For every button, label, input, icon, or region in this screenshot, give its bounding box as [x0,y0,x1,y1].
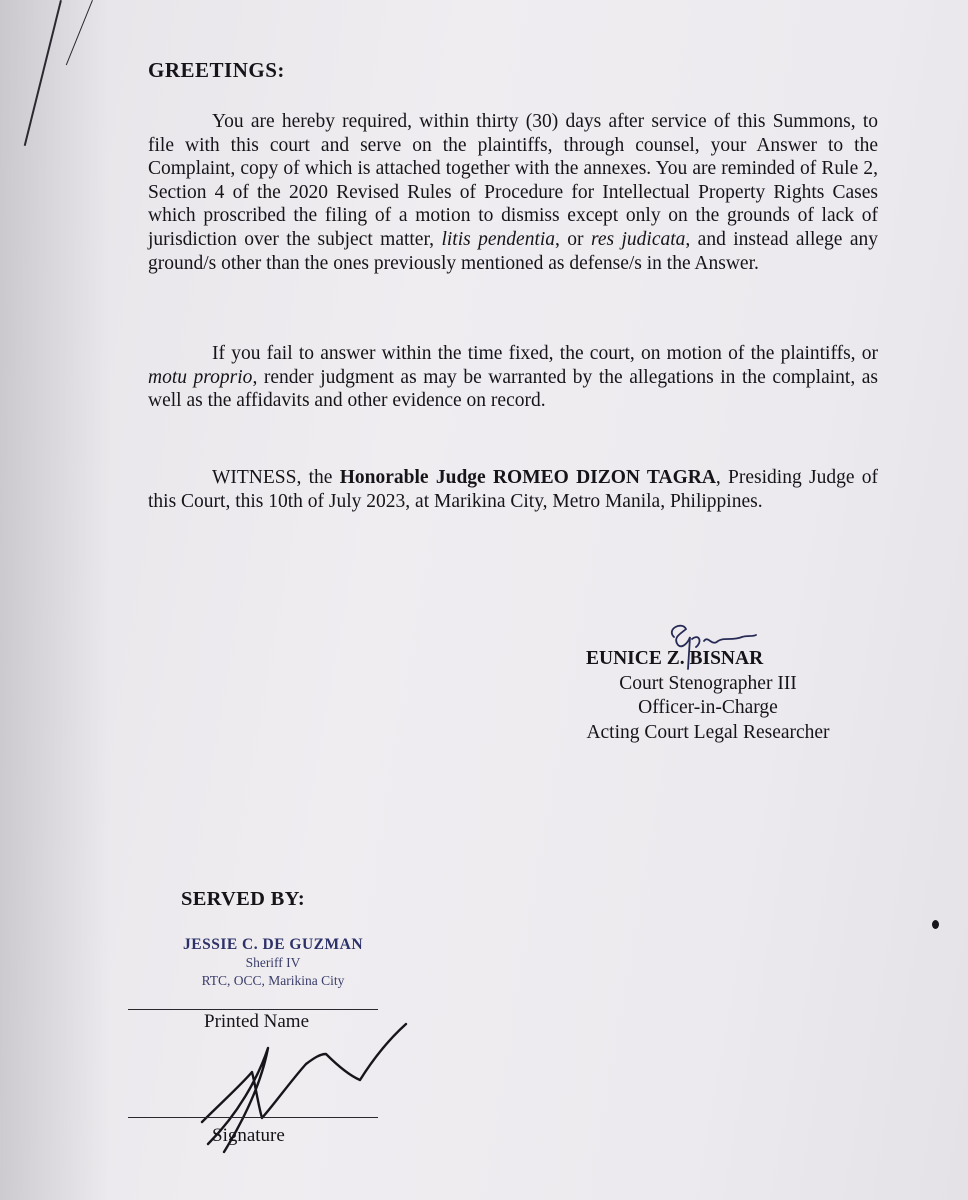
paragraph-text: WITNESS, the [212,467,340,488]
paragraph-text: , and instead allege any ground/s other than the ones previously mentioned as defense/s in the Answer. [148,228,878,274]
printed-name-caption: Printed Name [204,1011,310,1032]
served-by-label: SERVED BY: [181,888,305,910]
page-edge-shadow [0,0,110,1200]
signatory-title: Court Stenographer III [619,672,797,694]
paragraph-text: You are hereby required, within thirty (30) days after service of this Summons, to file with this court and serve on the plaintiffs, through counsel, your Answer to the Complaint, copy of which is attached together with the annexes. You are reminded of Rule 2, Section 4 of the 2020 Revised Rules of Procedure for Intellectual Property Rights Cases which proscribed the filing of a motion to dismiss except only on the grounds of lack of jurisdiction over the subject matter, [148,111,878,250]
greetings-heading: GREETINGS: [148,58,285,82]
paragraph-text: , Presiding Judge of this Court, this 10th of July 2023, at Marikina City, Metro Manila, Philippines. [148,467,879,512]
signatory-block [578,647,852,745]
printed-name-line [128,1009,378,1010]
sheriff-stamp [168,936,378,989]
paragraph-text: , or [555,228,591,250]
sheriff-office: RTC, OCC, Marikina City [201,973,345,988]
sheriff-title: Sheriff IV [245,955,301,970]
handwritten-signature [150,1018,420,1158]
paragraph-text: If you fail to answer within the time fixed, the court, on motion of the plaintiffs, or [212,343,878,364]
summons-paragraph [148,110,878,275]
failure-to-answer-paragraph [148,342,878,413]
ink-dot [932,920,939,929]
latin-term: res judicata [590,228,686,250]
signatory-name: EUNICE Z. BISNAR [586,648,764,669]
sheriff-name: JESSIE C. DE GUZMAN [182,936,364,953]
judge-name: Honorable Judge ROMEO DIZON TAGRA [339,467,716,488]
paragraph-text: , render judgment as may be warranted by the allegations in the complaint, as well as the affidavits and other evidence on record. [148,366,878,412]
latin-term: motu proprio [148,366,253,388]
latin-term: litis pendentia [441,228,556,250]
witness-paragraph [148,466,878,513]
signatory-title: Acting Court Legal Researcher [586,721,830,743]
signature-line [128,1117,378,1118]
signatory-title: Officer-in-Charge [638,697,778,719]
signature-caption: Signature [212,1125,285,1146]
